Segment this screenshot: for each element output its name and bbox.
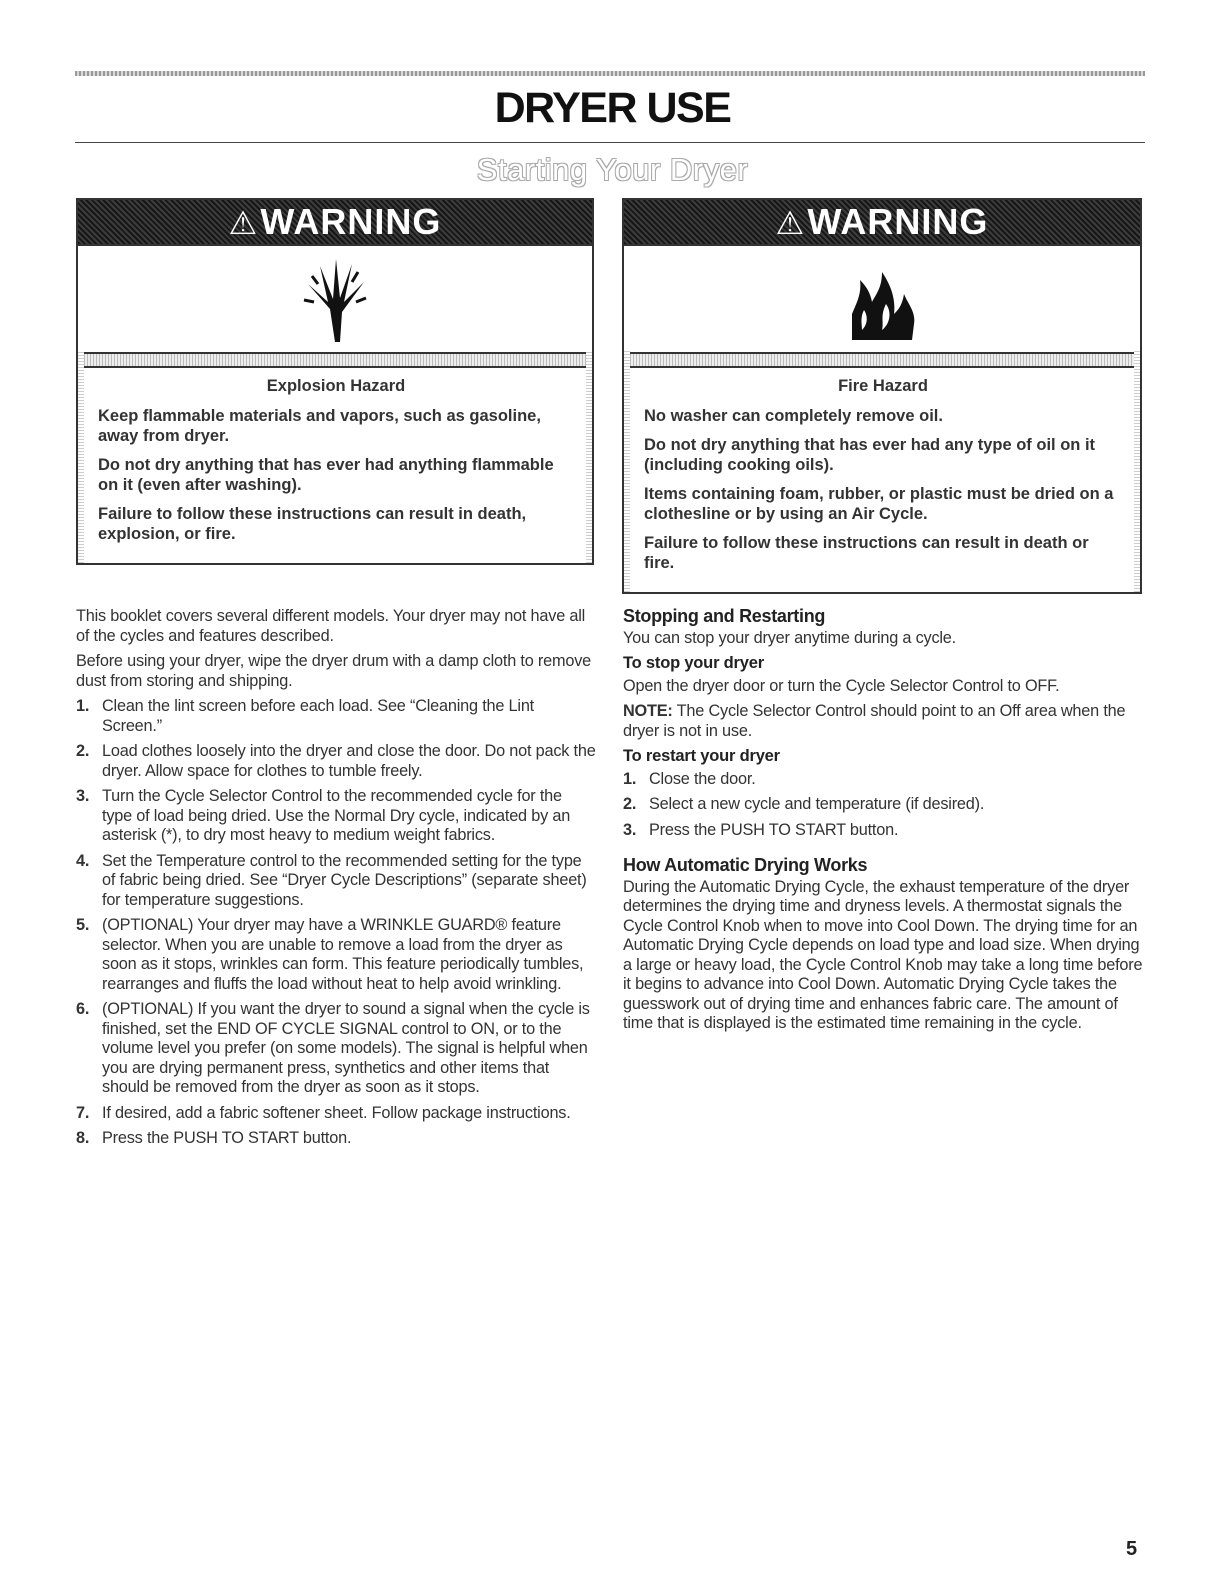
fire-icon [842,254,922,344]
warning-text: Items containing foam, rubber, or plastic must be dried on a clothesline or by using an Air Cycle. [644,485,1114,523]
warning-text: Do not dry anything that has ever had any type of oil on it (including cooking oils). [644,436,1096,474]
fire-warning-box [622,198,1142,594]
top-dotted-rule [75,71,1145,76]
stop-instructions: Open the dryer door or turn the Cycle Selector Control to OFF. [623,676,1060,695]
intro-paragraph: Before using your dryer, wipe the dryer drum with a damp cloth to remove dust from storing and shipping. [76,652,591,690]
list-item: 1. Close the door. [623,769,756,788]
note-label: NOTE: [623,702,673,720]
explosion-warning-box [76,198,594,565]
subheading-restart: To restart your dryer [623,747,780,765]
warning-triangle-icon: ⚠ [775,205,806,241]
list-item: 1. Clean the lint screen before each load. See “Cleaning the Lint Screen.” [76,697,535,735]
right-column [623,607,1145,1040]
left-column [76,607,596,1155]
section-heading-stopping: Stopping and Restarting [623,606,826,626]
automatic-paragraph: During the Automatic Drying Cycle, the exhaust temperature of the dryer determines the drying time and dryness levels. A thermostat signals the Cycle Control Knob when to move into Cool Down. The drying time for an Automatic Drying Cycle depends on load type and load size. When drying a large or heavy load, the Cycle Control Knob may take a long time before it begins to advance into Cool Down. Automatic Drying Cycle takes the guesswork out of drying time and enhances fabric care. The amount of time that is displayed is the estimated time remaining in the cycle. [623,877,1143,1032]
list-item: 8. Press the PUSH TO START button. [76,1129,352,1147]
steps-list [76,697,596,1149]
restart-steps-list [623,770,1145,841]
list-item: 3. Turn the Cycle Selector Control to the recommended cycle for the type of load being dried. Use the Normal Dry cycle, indicated by an asterisk (*), to dry most heavy to medium weight fabrics. [76,787,571,844]
title-rule [75,142,1145,143]
list-item: 7. If desired, add a fabric softener sheet. Follow package instructions. [76,1103,571,1122]
warning-triangle-icon: ⚠ [228,205,259,241]
warning-label: WARNING [260,201,442,242]
hazard-title: Fire Hazard [838,377,928,395]
warning-text: No washer can completely remove oil. [644,407,943,425]
list-item: 6. (OPTIONAL) If you want the dryer to sound a signal when the cycle is finished, set the END OF CYCLE SIGNAL control to ON, or to the volume level you prefer (on some models). The signal is helpful when you are drying permanent press, synthetics and other items that should be removed from the dryer as soon as it stops. [76,1000,590,1096]
warning-text: Keep flammable materials and vapors, such as gasoline, away from dryer. [98,407,541,445]
warning-label: WARNING [807,201,989,242]
list-item: 2. Select a new cycle and temperature (if desired). [623,795,985,813]
note-paragraph [623,702,1145,741]
note-text: The Cycle Selector Control should point to an Off area when the dryer is not in use. [623,702,1126,740]
explosion-icon [300,254,370,344]
stopping-intro: You can stop your dryer anytime during a cycle. [623,628,956,647]
section-heading-automatic: How Automatic Drying Works [623,855,868,875]
warning-text: Failure to follow these instructions can result in death or fire. [644,534,1089,572]
list-item: 5. (OPTIONAL) Your dryer may have a WRINKLE GUARD® feature selector. When you are unable to remove a load from the dryer as soon as it stops, wrinkles can form. This feature periodically tumbles, rearranges and fluffs the load without heat to help avoid wrinkling. [76,916,584,993]
warning-header [78,200,592,246]
list-item: 3. Press the PUSH TO START button. [623,820,899,839]
page-title: DRYER USE [494,84,731,132]
list-item: 2. Load clothes loosely into the dryer and close the door. Do not pack the dryer. Allow space for clothes to tumble freely. [76,742,596,780]
section-subtitle: Starting Your Dryer [476,152,749,187]
list-item: 4. Set the Temperature control to the recommended setting for the type of fabric being dried. See “Dryer Cycle Descriptions” (separate sheet) for temperature suggestions. [76,851,587,909]
page-number: 5 [1126,1538,1138,1560]
intro-paragraph: This booklet covers several different models. Your dryer may not have all of the cycles and features described. [76,607,586,645]
warning-text: Failure to follow these instructions can result in death, explosion, or fire. [98,505,527,543]
subheading-stop: To stop your dryer [623,654,764,672]
warning-header [624,200,1140,246]
warning-text: Do not dry anything that has ever had anything flammable on it (even after washing). [98,456,554,494]
hazard-title: Explosion Hazard [266,377,406,395]
